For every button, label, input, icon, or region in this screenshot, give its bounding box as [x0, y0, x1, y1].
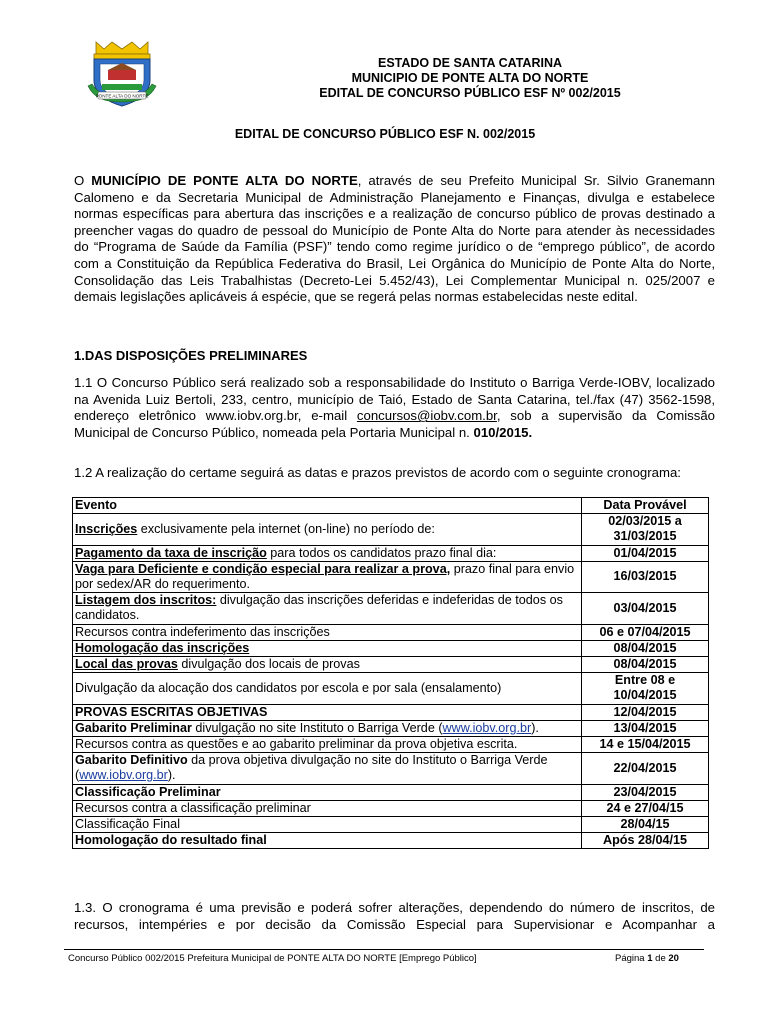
schedule-event [73, 514, 582, 545]
schedule-event-bold: Listagem dos inscritos: [75, 593, 217, 608]
schedule-event-bold: Classificação Preliminar [75, 784, 221, 799]
p11-text-b: , sob a supervisão da Comissão Municipal de Concurso Público, nomeada pela Portaria Municipal n. [74, 408, 716, 440]
schedule-row [73, 561, 709, 592]
schedule-event [73, 704, 582, 720]
schedule-event [73, 657, 582, 673]
schedule-row [73, 753, 709, 784]
schedule-date: Após 28/04/15 [582, 833, 709, 849]
schedule-date: 23/04/2015 [582, 784, 709, 800]
email-link[interactable]: concursos@iobv.com.br [356, 408, 497, 424]
schedule-event-bold: Homologação do resultado final [75, 833, 267, 848]
schedule-date: 03/04/2015 [582, 593, 709, 624]
schedule-event [73, 673, 582, 704]
portaria-number: 010/2015. [473, 424, 533, 440]
schedule-row [73, 817, 709, 833]
schedule-event-text: Recursos contra a classificação preliminar [75, 800, 311, 815]
schedule-date: 14 e 15/04/2015 [582, 737, 709, 753]
document-header [170, 56, 770, 101]
schedule-date: 01/04/2015 [582, 545, 709, 561]
schedule-date: 28/04/15 [582, 817, 709, 833]
header-municipality: MUNICIPIO DE PONTE ALTA DO NORTE [351, 71, 589, 85]
link-open-paren: ( [438, 720, 443, 735]
page-label: Página [615, 953, 648, 964]
schedule-event-bold: Local das provas [75, 657, 178, 672]
schedule-event [73, 753, 582, 784]
schedule-event-bold: Gabarito Definitivo [75, 753, 188, 768]
schedule-date: 13/04/2015 [582, 720, 709, 736]
schedule-row [73, 657, 709, 673]
paragraph-1-3: 1.3. O cronograma é uma previsão e poderá sofrer alterações, dependendo do número de inscritos, de recursos, intempéries e por decisão da Comissão Especial para Supervisionar e Acompanhar a [74, 900, 715, 932]
intro-text: , através de seu Prefeito Municipal Sr. Silvio Granemann Calomeno e da Secretaria Municipal de Administração Planejamento e Finanças, divulga e estabelece normas específicas para abertura das inscrições e a realização de concurso público de provas destinado a preencher vagas do quadro de pessoal do Município de Ponte Alta do Norte para atender às necessidades do “Programa de Saúde da Família (PSF)” tendo como regime jurídico o de “emprego público”, de acordo com a Constituição da República Federativa do Brasil, Lei Orgânica do Município de Ponte Alta do Norte, Consolidação das Leis Trabalhistas (Decreto-Lei 5.452/43), Lei Complementar Municipal n. 025/2007 e demais legislações aplicáveis á espécie, que se regerá pelas normas estabelecidas neste edital. [74, 173, 716, 305]
schedule-event-bold: Gabarito Preliminar [75, 720, 192, 735]
schedule-date: 02/03/2015 a 31/03/2015 [582, 514, 709, 545]
schedule-event-text: para todos os candidatos prazo final dia: [266, 545, 497, 560]
schedule-event [73, 737, 582, 753]
iobv-link[interactable]: www.iobv.org.br [442, 720, 532, 735]
schedule-event [73, 833, 582, 849]
footer-page-number [615, 953, 679, 964]
page-current: 1 [647, 953, 653, 964]
iobv-link[interactable]: www.iobv.org.br [79, 768, 168, 783]
intro-paragraph [74, 173, 715, 306]
schedule-event-bold: Inscrições [75, 521, 138, 536]
schedule-header-row [73, 498, 709, 514]
schedule-event-bold: Homologação das inscrições [75, 640, 250, 655]
header-state: ESTADO DE SANTA CATARINA [377, 56, 563, 70]
schedule-event [73, 784, 582, 800]
schedule-row [73, 720, 709, 736]
schedule-row [73, 673, 709, 704]
document-title: EDITAL DE CONCURSO PÚBLICO ESF N. 002/2015 [234, 127, 536, 141]
schedule-event-text: exclusivamente pela internet (on-line) no período de: [137, 521, 435, 536]
page-total: 20 [668, 953, 679, 964]
link-open-paren: ( [75, 768, 80, 783]
schedule-date: 16/03/2015 [582, 561, 709, 592]
paragraph-1-1 [74, 375, 715, 441]
schedule-event-text: divulgação dos locais de provas [177, 657, 360, 672]
schedule-table [72, 497, 709, 849]
crest-banner-text: PONTE ALTA DO NORTE [95, 93, 149, 99]
footer-divider [64, 949, 704, 950]
schedule-event-text: da prova objetiva divulgação no site do Instituto o Barriga Verde [187, 753, 548, 768]
p11-text-a: 1.1 O Concurso Público será realizado sob a responsabilidade do Instituto o Barriga Verde-IOBV, localizado na Avenida Luiz Bertoli, 233, centro, município de Taió, Estado de Santa Catarina, tel./fax (47) 3562-1598, endereço eletrônico www.iobv.org.br, e-mail [74, 375, 715, 424]
schedule-event [73, 561, 582, 592]
page-of: de [652, 953, 669, 964]
schedule-event-text: divulgação das inscrições deferidas e indeferidas de todos os candidatos. [75, 593, 563, 623]
intro-lead: O [74, 173, 92, 188]
schedule-date: 08/04/2015 [582, 657, 709, 673]
section-title: 1.DAS DISPOSIÇÕES PRELIMINARES [74, 348, 308, 363]
schedule-event-text: Divulgação da alocação dos candidatos por escola e por sala (ensalamento) [75, 680, 502, 695]
col-event-header: Evento [73, 498, 582, 514]
schedule-date: 06 e 07/04/2015 [582, 624, 709, 640]
schedule-event-bold: PROVAS ESCRITAS OBJETIVAS [75, 704, 268, 719]
header-edital: EDITAL DE CONCURSO PÚBLICO ESF Nº 002/2015 [319, 86, 621, 100]
schedule-event-text: Recursos contra as questões e ao gabarito preliminar da prova objetiva escrita. [75, 737, 518, 752]
schedule-event [73, 800, 582, 816]
link-close-paren: ). [531, 720, 539, 735]
schedule-event-text: divulgação no site Instituto o Barriga Verde [191, 720, 439, 735]
schedule-row [73, 624, 709, 640]
schedule-row [73, 704, 709, 720]
schedule-row [73, 640, 709, 656]
schedule-event-bold: Pagamento da taxa de inscrição [75, 545, 267, 560]
schedule-event [73, 624, 582, 640]
schedule-row [73, 514, 709, 545]
schedule-row [73, 593, 709, 624]
schedule-row [73, 800, 709, 816]
schedule-event-text: Recursos contra indeferimento das inscrições [75, 624, 330, 639]
schedule-date: 22/04/2015 [582, 753, 709, 784]
link-close-paren: ). [167, 768, 176, 783]
schedule-event-text: prazo final para envio por sedex/AR do requerimento. [75, 561, 575, 592]
intro-municipio: MUNICÍPIO DE PONTE ALTA DO NORTE [91, 173, 358, 188]
schedule-date: 08/04/2015 [582, 640, 709, 656]
schedule-event [73, 640, 582, 656]
schedule-row [73, 784, 709, 800]
schedule-row [73, 737, 709, 753]
schedule-event [73, 593, 582, 624]
schedule-date: 24 e 27/04/15 [582, 800, 709, 816]
paragraph-1-2: 1.2 A realização do certame seguirá as datas e prazos previstos de acordo com o seguinte cronograma: [74, 465, 681, 480]
schedule-date: Entre 08 e 10/04/2015 [582, 673, 709, 704]
schedule-row [73, 545, 709, 561]
footer-text: Concurso Público 002/2015 Prefeitura Municipal de PONTE ALTA DO NORTE [Emprego Público] [68, 953, 477, 964]
schedule-event [73, 720, 582, 736]
schedule-event [73, 545, 582, 561]
schedule-date: 12/04/2015 [582, 704, 709, 720]
schedule-row [73, 833, 709, 849]
municipal-crest [84, 40, 160, 110]
col-date-header: Data Provável [582, 498, 709, 514]
schedule-event [73, 817, 582, 833]
schedule-event-text: Classificação Final [75, 817, 180, 832]
schedule-event-bold: Vaga para Deficiente e condição especial para realizar a prova, [75, 561, 451, 576]
